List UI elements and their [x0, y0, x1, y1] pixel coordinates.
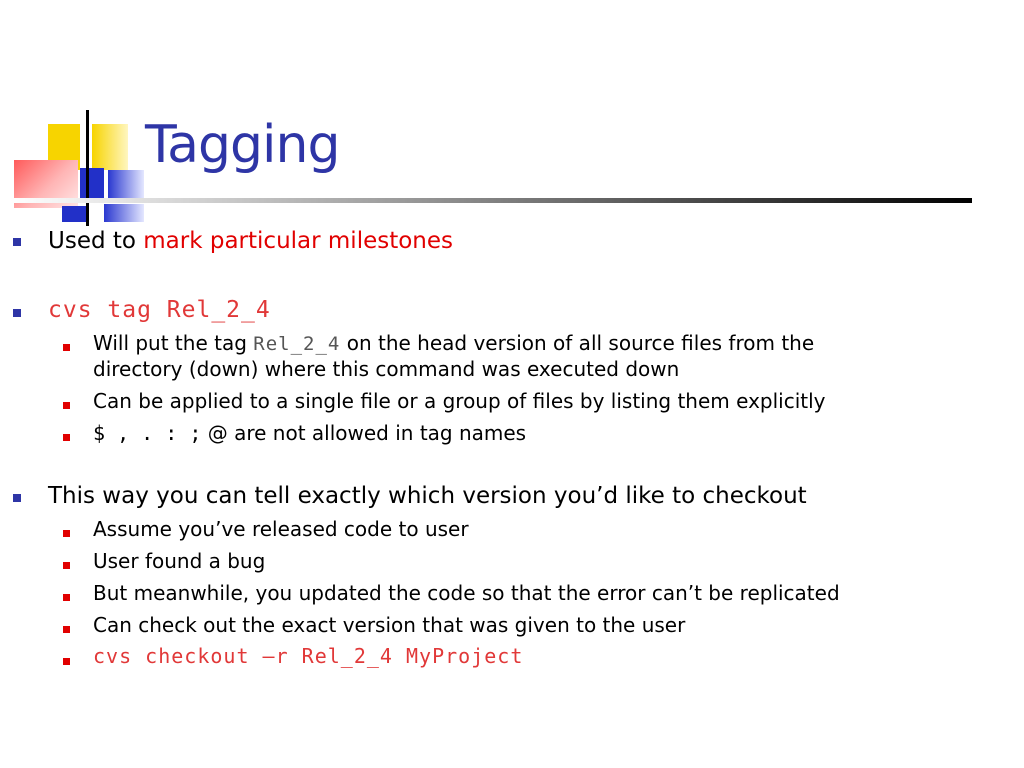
bullet-highlight: mark particular milestones [143, 228, 454, 254]
logo-blue-bottom-gradient-square [104, 204, 144, 222]
logo-blue-bottom-square [62, 206, 86, 222]
sub-bullet-square-icon [63, 626, 70, 633]
sub-bullet-meanwhile [93, 581, 840, 605]
sub-bullet-will-put-line2 [93, 357, 679, 381]
logo-vertical-line [86, 110, 89, 226]
sub-bullet-text: Can check out the exact version that was given to the user [93, 613, 686, 637]
inline-code: Rel_2_4 [253, 333, 341, 355]
sub-bullet-will-put [93, 331, 814, 355]
sub-bullet-square-icon [63, 562, 70, 569]
sub-bullet-text: directory (down) where this command was executed down [93, 357, 680, 381]
logo-yellow-gradient-square [92, 124, 128, 170]
bullet-used-to [48, 228, 453, 254]
sub-bullet-not-allowed [93, 421, 526, 445]
sub-bullet-text: User found a bug [93, 549, 266, 573]
sub-bullet-text: @ are not allowed in tag names [201, 421, 527, 445]
sub-bullet-square-icon [63, 344, 70, 351]
sub-bullet-square-icon [63, 402, 70, 409]
bullet-square-icon [13, 238, 21, 246]
sub-bullet-text: Assume you’ve released code to user [93, 517, 469, 541]
sub-bullet-text: Can be applied to a single file or a group of files by listing them explicitly [93, 389, 826, 413]
sub-bullet-assume [93, 517, 469, 541]
bullet-cvs-tag [48, 297, 271, 323]
title-divider [10, 198, 972, 203]
sub-bullet-square-icon [63, 594, 70, 601]
sub-bullet-text: on the head version of all source files from the [340, 331, 815, 355]
slide-logo [0, 0, 160, 240]
bullet-text: This way you can tell exactly which version you’d like to checkout [48, 483, 807, 509]
code-command: cvs checkout –r Rel_2_4 MyProject [93, 644, 524, 668]
sub-bullet-can-be-applied [93, 389, 826, 413]
bullet-square-icon [13, 494, 21, 502]
sub-bullet-symbols: $ , . : ; [93, 421, 202, 445]
bullet-text: Used to [48, 228, 144, 254]
sub-bullet-text: But meanwhile, you updated the code so that the error can’t be replicated [93, 581, 840, 605]
code-command: cvs tag Rel_2_4 [48, 297, 271, 323]
logo-blue-gradient-square [108, 170, 144, 198]
sub-bullet-found-bug [93, 549, 265, 573]
sub-bullet-square-icon [63, 530, 70, 537]
bullet-square-icon [13, 309, 21, 317]
sub-bullet-square-icon [63, 658, 70, 665]
logo-blue-square [80, 168, 104, 198]
sub-bullet-check-out [93, 613, 685, 637]
slide-title: Tagging [145, 115, 340, 175]
sub-bullet-text: Will put the tag [93, 331, 254, 355]
bullet-this-way [48, 483, 807, 509]
sub-bullet-square-icon [63, 434, 70, 441]
sub-bullet-checkout-command [93, 644, 523, 668]
